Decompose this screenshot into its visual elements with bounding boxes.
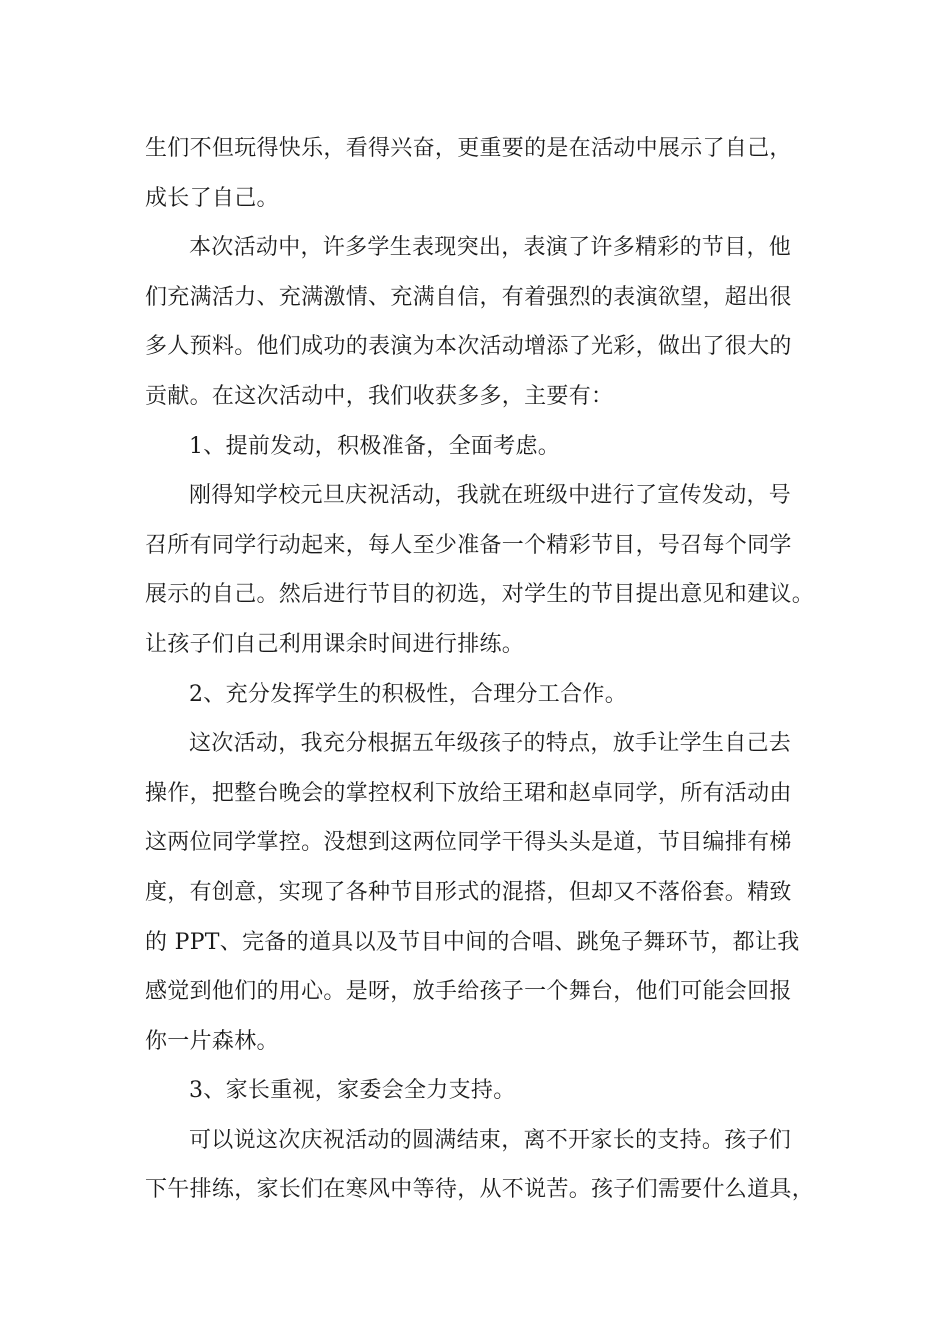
text-line: 展示的自己。然后进行节目的初选，对学生的节目提出意见和建议。 xyxy=(145,582,815,608)
section-heading-2: 2、充分发挥学生的积极性，合理分工合作。 xyxy=(189,681,627,707)
paragraph-start-line: 这次活动，我充分根据五年级孩子的特点，放手让学生自己去 xyxy=(189,731,792,757)
paragraph-start-line: 本次活动中，许多学生表现突出，表演了许多精彩的节目，他 xyxy=(189,235,792,261)
text-line: 让孩子们自己利用课余时间进行排练。 xyxy=(145,631,525,657)
text-line: 操作，把整台晚会的掌控权利下放给王珺和赵卓同学，所有活动由 xyxy=(145,780,792,806)
section-heading-3: 3、家长重视，家委会全力支持。 xyxy=(189,1078,516,1104)
text-line: 度，有创意，实现了各种节目形式的混搭，但却又不落俗套。精致 xyxy=(145,879,792,905)
text-line: 的 PPT、完备的道具以及节目中间的合唱、跳兔子舞环节，都让我 xyxy=(145,929,800,955)
text-line: 你一片森林。 xyxy=(145,1028,279,1054)
text-line: 多人预料。他们成功的表演为本次活动增添了光彩，做出了很大的 xyxy=(145,334,792,360)
text-line: 生们不但玩得快乐，看得兴奋，更重要的是在活动中展示了自己， xyxy=(145,136,792,161)
paragraph-start-line: 可以说这次庆祝活动的圆满结束，离不开家长的支持。孩子们 xyxy=(189,1127,792,1153)
text-line: 成长了自己。 xyxy=(145,185,279,211)
text-line: 们充满活力、充满激情、充满自信，有着强烈的表演欲望，超出很 xyxy=(145,284,792,310)
text-line: 下午排练，家长们在寒风中等待，从不说苦。孩子们需要什么道具， xyxy=(145,1177,815,1203)
paragraph-start-line: 刚得知学校元旦庆祝活动，我就在班级中进行了宣传发动，号 xyxy=(189,483,792,509)
document-body xyxy=(145,124,835,1215)
text-line: 贡献。在这次活动中，我们收获多多，主要有： xyxy=(145,383,614,409)
text-line: 这两位同学掌控。没想到这两位同学干得头头是道，节目编排有梯 xyxy=(145,830,792,856)
text-line: 召所有同学行动起来，每人至少准备一个精彩节目，号召每个同学 xyxy=(145,532,792,558)
section-heading-1: 1、提前发动，积极准备，全面考虑。 xyxy=(189,433,561,459)
text-line: 感觉到他们的用心。是呀，放手给孩子一个舞台，他们可能会回报 xyxy=(145,979,792,1005)
